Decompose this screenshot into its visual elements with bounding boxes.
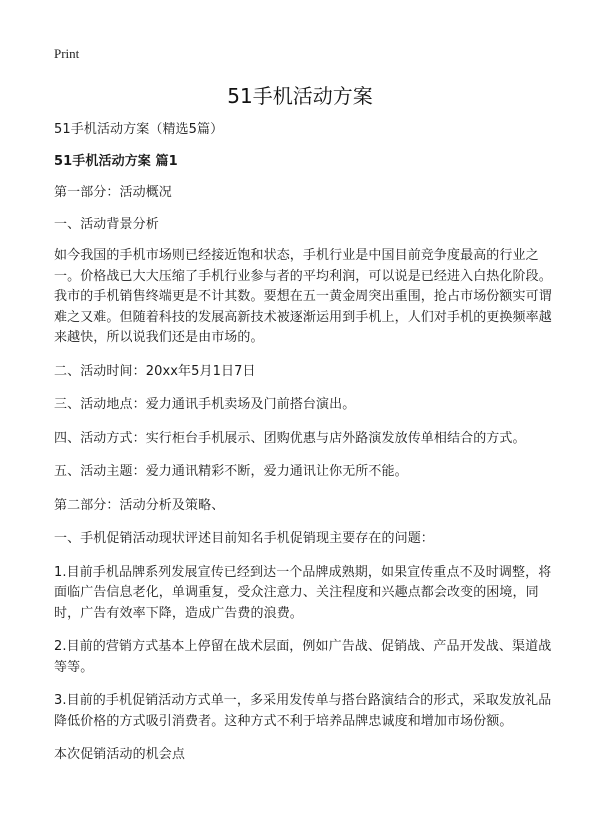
paragraph: 第二部分：活动分析及策略、 [54,497,225,513]
paragraph: 3.目前的手机促销活动方式单一，多采用发传单与搭台路演结合的形式，采取发放礼品降低价格的方式吸引消费者。这种方式不利于培养品牌忠诚度和增加市场份额。 [54,693,552,729]
section-heading: 51手机活动方案 篇1 [54,153,178,169]
paragraph: 三、活动地点：爱力通讯手机卖场及门前搭台演出。 [54,397,356,412]
paragraph: 如今我国的手机市场则已经接近饱和状态，手机行业是中国目前竞争度最高的行业之一。价格战已大大压缩了手机行业参与者的平均利润，可以说是已经进入白热化阶段。我市的手机销售终端更是不计其数。要想在五一黄金周突出重围，抢占市场份额实可谓难之又难。但随着科技的发展高新技术被逐渐运用到手机上，人们对手机的更换频率越来越快，所以说我们还是由市场的。 [54,248,552,345]
paragraph: 五、活动主题：爱力通讯精彩不断，爱力通讯让你无所不能。 [54,464,408,479]
paragraph: 一、活动背景分析 [54,216,159,232]
document-body [54,120,554,779]
print-link[interactable]: Print [54,46,80,61]
paragraph: 一、手机促销活动现状评述目前知名手机促销现主要存在的问题： [54,531,434,546]
document-subtitle: 51手机活动方案（精选5篇） [54,122,224,137]
paragraph: 2.目前的营销方式基本上停留在战术层面，例如广告战、促销战、产品开发战、渠道战等等。 [54,639,552,675]
paragraph: 第一部分：活动概况 [54,185,172,200]
page-title: 51手机活动方案 [227,84,373,108]
paragraph: 二、活动时间：20xx年5月1日7日 [54,363,256,379]
paragraph: 四、活动方式：实行柜台手机展示、团购优惠与店外路演发放传单相结合的方式。 [54,430,526,446]
paragraph: 本次促销活动的机会点 [54,747,186,762]
paragraph: 1.目前手机品牌系列发展宣传已经到达一个品牌成熟期，如果宣传重点不及时调整，将面临广告信息老化，单调重复，受众注意力、关注程度和兴趣点都会改变的困境，同时，广告有效率下降，造成广告费的浪费。 [54,564,552,621]
